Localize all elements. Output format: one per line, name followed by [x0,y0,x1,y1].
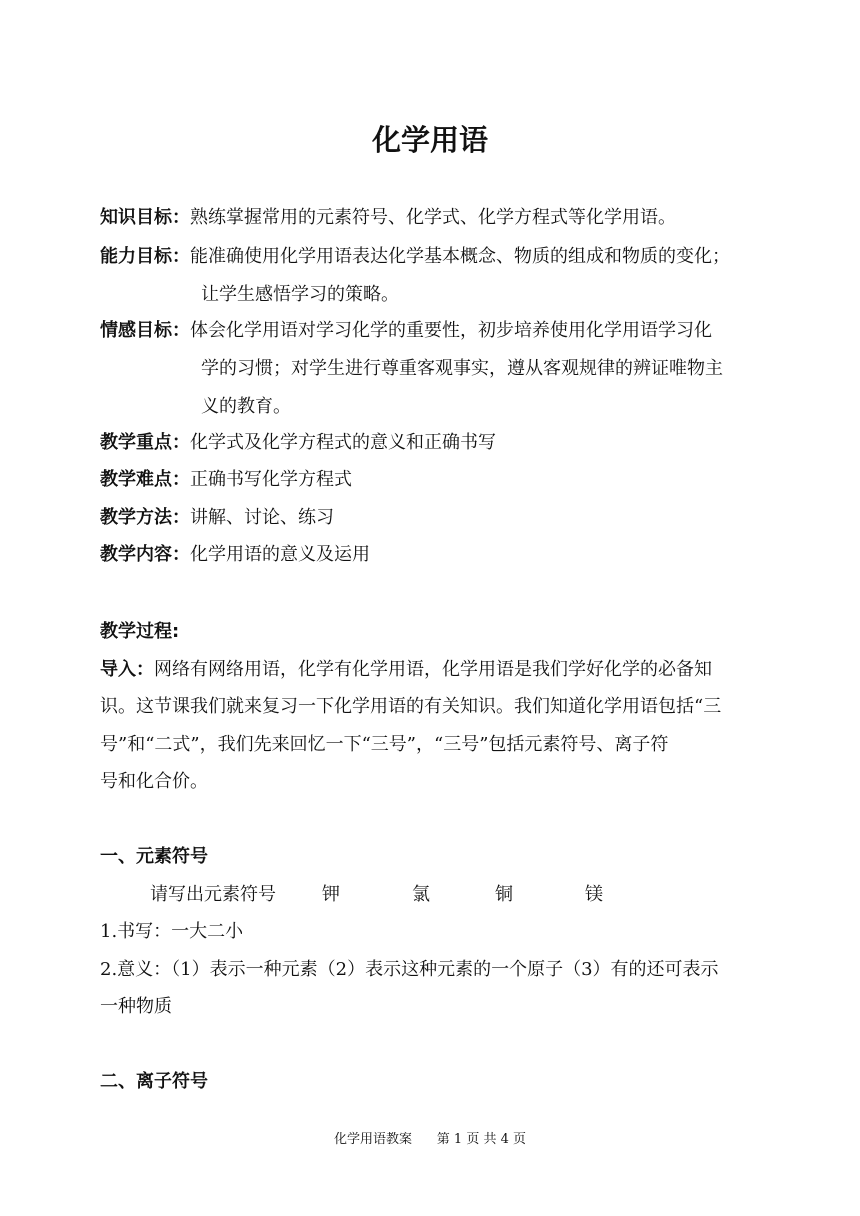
teaching-difficulty [100,468,790,492]
knowledge-objective [100,206,790,230]
section-1-heading: 一、元素符号 [100,846,208,867]
section-1-item-1: 1.书写：一大二小 [100,921,244,942]
element-symbol-prompt [100,883,790,907]
knowledge-objective-text: 熟练掌握常用的元素符号、化学式、化学方程式等化学用语。 [190,207,676,228]
teaching-focus-text: 化学式及化学方程式的意义和正确书写 [190,432,496,453]
emotion-objective-continued-2: 义的教育。 [201,396,291,417]
element-chlorine: 氯 [412,884,430,905]
intro-text-1: 网络有网络用语，化学有化学用语，化学用语是我们学好化学的必备知 [154,659,712,680]
prompt-text: 请写出元素符号 [150,884,276,905]
teaching-content-label: 教学内容： [100,544,190,565]
page-footer [0,1128,860,1147]
element-copper: 铜 [495,884,513,905]
section-1-item-2: 2.意义：（1）表示一种元素（2）表示这种元素的一个原子（3）有的还可表示 [100,959,719,980]
knowledge-objective-label: 知识目标： [100,207,190,228]
section-2-heading: 二、离子符号 [100,1071,208,1092]
teaching-focus [100,431,790,455]
ability-objective-text: 能准确使用化学用语表达化学基本概念、物质的组成和物质的变化； [190,246,730,267]
emotion-objective-continued-1: 学的习惯；对学生进行尊重客观事实，遵从客观规律的辨证唯物主 [201,358,723,379]
ability-objective [100,245,790,269]
emotion-objective-text: 体会化学用语对学习化学的重要性，初步培养使用化学用语学习化 [190,320,712,341]
ability-objective-continued: 让学生感悟学习的策略。 [201,284,399,305]
teaching-method [100,506,790,530]
intro-line-3: 号”和“二式”，我们先来回忆一下“三号”，“三号”包括元素符号、离子符 [100,734,669,755]
footer-page-info: 第 1 页 共 4 页 [436,1132,527,1147]
teaching-content [100,543,790,567]
document-title: 化学用语 [371,123,488,157]
process-heading: 教学过程: [100,621,180,642]
element-potassium: 钾 [322,884,340,905]
intro-line-2: 识。这节课我们就来复习一下化学用语的有关知识。我们知道化学用语包括“三 [100,696,722,717]
emotion-objective [100,319,790,343]
section-1-item-2-continued: 一种物质 [100,996,172,1017]
emotion-objective-label: 情感目标： [100,320,190,341]
teaching-focus-label: 教学重点： [100,432,190,453]
element-magnesium: 镁 [585,884,603,905]
teaching-method-label: 教学方法： [100,507,190,528]
intro-label: 导入： [100,659,154,680]
teaching-difficulty-text: 正确书写化学方程式 [190,469,352,490]
intro-line-4: 号和化合价。 [100,771,208,792]
ability-objective-label: 能力目标： [100,246,190,267]
teaching-difficulty-label: 教学难点： [100,469,190,490]
intro-line-1 [100,658,790,682]
teaching-content-text: 化学用语的意义及运用 [190,544,370,565]
teaching-method-text: 讲解、讨论、练习 [190,507,334,528]
footer-doc-name: 化学用语教案 [333,1132,412,1147]
